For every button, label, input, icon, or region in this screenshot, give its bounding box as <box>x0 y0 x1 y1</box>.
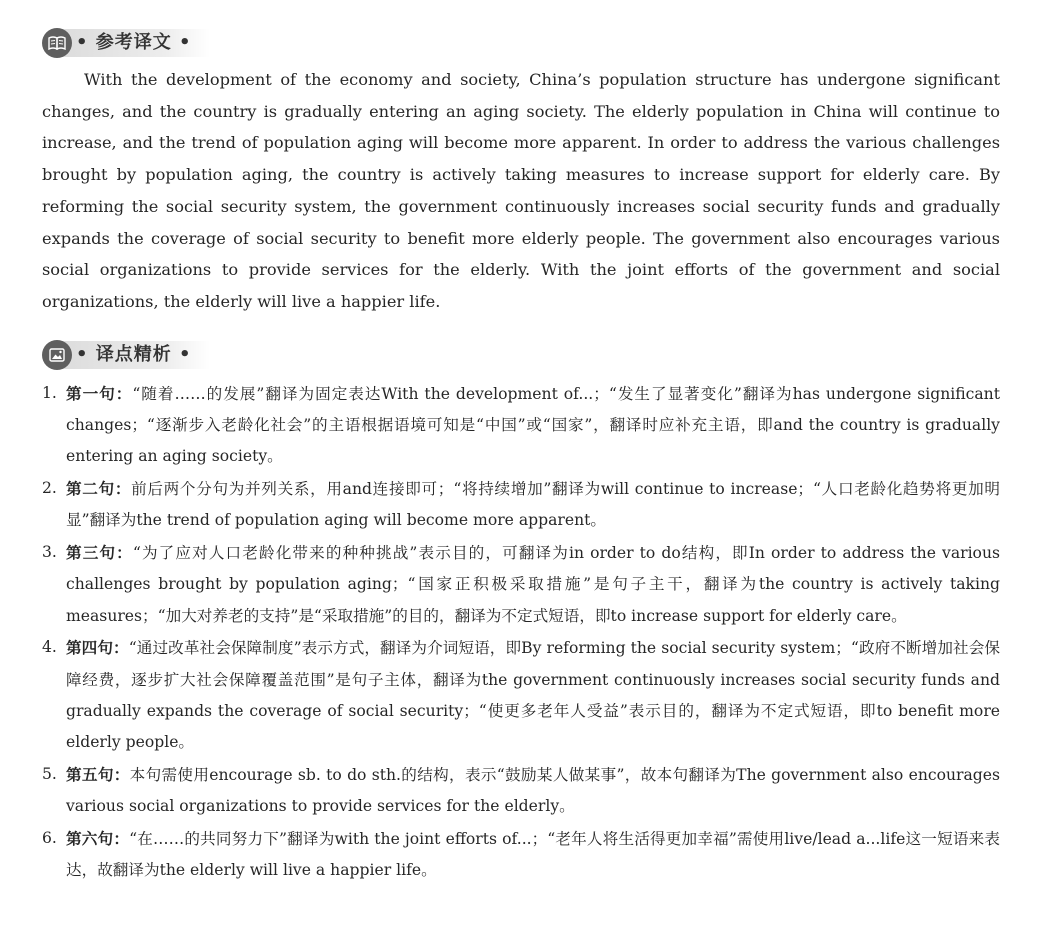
item-label: 第六句： <box>66 828 130 848</box>
list-item <box>42 759 1000 822</box>
item-number: 6. <box>42 828 57 847</box>
item-label: 第四句： <box>66 638 129 658</box>
item-number: 3. <box>42 543 57 562</box>
item-number: 1. <box>42 384 57 402</box>
item-number: 2. <box>42 479 57 498</box>
image-icon <box>42 340 72 370</box>
item-text: 前后两个分句为并列关系，用and连接即可；“将持续增加”翻译为will continue to increase；“人口老龄化趋势将更加明显”翻译为the trend of population aging will become more apparent。 <box>66 480 1000 530</box>
section-title: • 译点精析 • <box>60 341 210 369</box>
section-header-reference-translation <box>42 28 210 58</box>
list-item <box>42 537 1000 632</box>
item-text: “随着……的发展”翻译为固定表达With the development of...；“发生了显著变化”翻译为has undergone significant changes；“逐渐步入老龄化社会”的主语根据语境可知是“中国”或“国家”，翻译时应补充主语，即and the country is gradually entering an aging society。 <box>66 385 1000 466</box>
list-item <box>42 378 1000 473</box>
book-icon <box>42 28 72 58</box>
translation-paragraph: With the development of the economy and society, China’s population structure has undergone significant changes, and the country is gradually entering an aging society. The elderly population in China will continue to increase, and the trend of population aging will become more apparent. In order to address the various challenges brought by population aging, the country is actively taking measures to increase support for elderly care. By reforming the social security system, the government continuously increases social security funds and gradually expands the coverage of social security to benefit more elderly people. The government also encourages various social organizations to provide services for the elderly. With the joint efforts of the government and social organizations, the elderly will live a happier life. <box>42 70 1000 311</box>
item-text: “通过改革社会保障制度”表示方式，翻译为介词短语，即By reforming the social security system；“政府不断增加社会保障经费，逐步扩大社会保障覆盖范围”是句子主体，翻译为the government continuously increases social security funds and gradually expands the coverage of social security；“使更多老年人受益”表示目的，翻译为不定式短语，即to benefit more elderly people。 <box>66 639 1000 752</box>
list-item <box>42 473 1000 536</box>
item-label: 第二句： <box>66 479 132 499</box>
item-label: 第三句： <box>66 543 133 563</box>
item-label: 第五句： <box>66 764 130 784</box>
item-label: 第一句： <box>66 384 133 403</box>
section-header-translation-analysis <box>42 340 210 370</box>
item-text: “为了应对人口老龄化带来的种种挑战”表示目的，可翻译为in order to do结构，即In order to address the various challenges brought by population aging；“国家正积极采取措施”是句子主干，翻译为the country is actively taking measures；“加大对养老的支持”是“采取措施”的目的，翻译为不定式短语，即to increase support for elderly care。 <box>66 544 1000 625</box>
item-number: 4. <box>42 638 57 657</box>
section-title: • 参考译文 • <box>60 29 210 57</box>
item-text: 本句需使用encourage sb. to do sth.的结构，表示“鼓励某人做某事”，故本句翻译为The government also encourages various social organizations to provide services for the elderly。 <box>66 765 1000 816</box>
list-item <box>42 632 1000 758</box>
item-number: 5. <box>42 764 57 783</box>
analysis-list <box>42 378 1000 887</box>
list-item <box>42 823 1000 886</box>
item-text: “在……的共同努力下”翻译为with the joint efforts of...；“老年人将生活得更加幸福”需使用live/lead a...life这一短语来表达，故翻译为the elderly will live a happier life。 <box>66 829 1000 880</box>
